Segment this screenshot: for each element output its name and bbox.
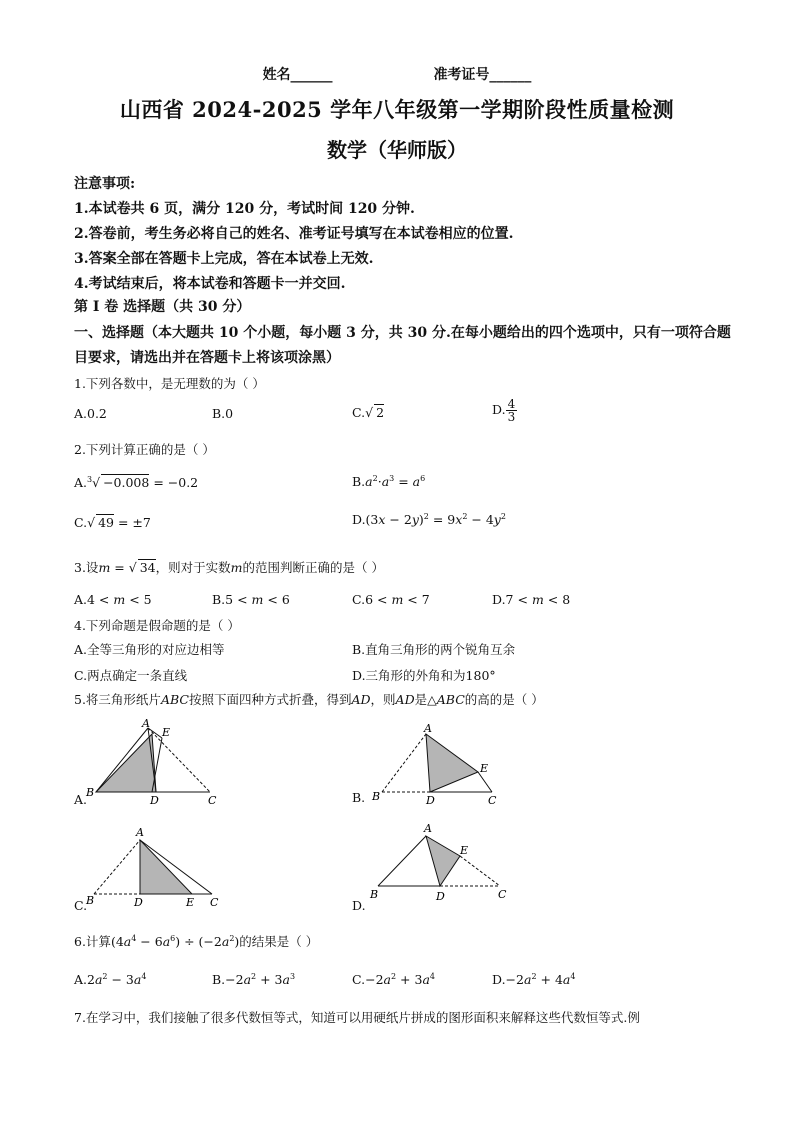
fold-shaded-region [140,840,192,894]
fraction-denominator: 3 [507,410,516,424]
side-ab-dashed [382,734,426,792]
fold-shaded-region [426,734,478,792]
q4-option-a: A.全等三角形的对应边相等 [74,642,225,657]
question-7-stem: 7.在学习中，我们接触了很多代数恒等式，知道可以用硬纸片拼成的图形面积来解释这些代数恒等式.例 [74,1010,640,1025]
q3-stem-post: ，则对于实数 [155,560,231,575]
header-fields [0,64,794,84]
notes-heading: 注意事项: [74,176,136,192]
label-e: E [460,844,469,857]
label-b: B [86,894,95,907]
q1-option-c-prefix: C. [352,405,366,420]
q3-option-c: C.6 < m < 7 [352,592,430,607]
figure-option-d [368,822,518,906]
notes-block [74,172,734,297]
label-c: C [488,794,497,806]
figure-option-c-label: C. [74,898,88,913]
q6-stem-end: 的结果是（ ） [239,934,319,949]
q3-option-d: D.7 < m < 8 [492,592,571,607]
label-c: C [208,794,217,804]
figure-option-a [80,718,240,804]
label-e: E [480,762,489,775]
q1-option-d [492,398,517,423]
q2-option-b: $B.a^2\cdot a^3 = a^6$ [352,474,426,490]
question-6-stem: 6.计算$(4a^4 - 6a^6) \div (-2a^2)$的结果是（ ） [74,933,319,949]
label-e: E [186,896,195,908]
q6-option-a: $A.2a^2 - 3a^4$ [74,972,147,988]
label-c: C [210,896,219,908]
exam-subtitle: 数学（华师版） [327,138,467,162]
q5-stem-mid: 按照下面四种方式折叠，得到 [188,692,352,707]
note-item: 2.答卷前，考生务必将自己的姓名、准考证号填写在本试卷相应的位置. [74,226,514,242]
q4-option-b: B.直角三角形的两个锐角互余 [352,642,516,657]
q5-stem-mid2: ，则 [370,692,396,707]
q1-option-c-radicand: 2 [376,405,385,420]
label-a: A [424,822,432,835]
label-d: D [426,794,435,806]
q2-option-d: $D.(3x - 2y)^2 = 9x^2 - 4y^2$ [352,512,506,528]
q5-stem-end: 的高的是（ ） [464,692,544,707]
label-d: D [436,890,445,903]
side-ec-dashed [460,856,500,886]
label-b: B [370,888,379,901]
q6-stem-pre: 6.计算 [74,934,111,949]
exam-title: 山西省 2024-2025 学年八年级第一学期阶段性质量检测 [119,97,675,122]
q1-option-d-prefix: D. [492,402,506,417]
q3-stem-end: 的范围判断正确的是（ ） [242,560,384,575]
figure-option-a-label: A. [74,792,88,807]
q1-option-b: B.0 [212,406,234,421]
question-4-stem: 4.下列命题是假命题的是（ ） [74,618,240,633]
question-5-stem: 5.将三角形纸片ABC按照下面四种方式折叠，得到AD，则AD是△ABC的高的是（ ） [74,692,544,707]
label-a: A [136,826,144,839]
label-d: D [150,794,159,804]
note-item: 3.答案全部在答题卡上完成，答在本试卷上无效. [74,251,374,267]
q3-option-b: B.5 < m < 6 [212,592,290,607]
q1-option-c: C.√ 2 [352,405,385,420]
label-e: E [162,726,171,739]
side-ab-dashed [94,840,140,894]
label-a: A [424,722,432,735]
q5-stem-mid3: 是 [414,692,428,707]
q2-option-c: C.√ 49 = ±7 [74,515,151,530]
question-1-stem: 1.下列各数中，是无理数的为（ ） [74,376,265,391]
fold-shaded-region [96,734,156,792]
q3-option-a: A.4 < m < 5 [74,592,152,607]
section-description: 一、选择题（本大题共 10 个小题，每小题 3 分，共 30 分.在每小题给出的四个选项中，只有一项符合题目要求，请选出并在答题卡上将该项涂黑） [74,325,731,366]
q4-option-c: C.两点确定一条直线 [74,668,188,683]
q2-option-a: A.$^3$√ −0.008 = −0.2 [74,474,199,490]
question-3-stem: 3.设m = √ 34，则对于实数m的范围判断正确的是（ ） [74,560,384,575]
q5-stem-pre: 5.将三角形纸片 [74,692,161,707]
figure-option-b-label: B. [352,790,366,805]
side-ac-dashed [148,728,210,792]
segment-ec [478,772,492,792]
q6-option-d: $D.-2a^2 + 4a^4$ [492,972,576,988]
q4-option-d: D.三角形的外角和为180° [352,668,496,683]
q6-option-b: $B.-2a^2 + 3a^3$ [212,972,296,988]
label-d: D [134,896,143,908]
fold-shaded-region [426,836,460,886]
question-2-stem: 2.下列计算正确的是（ ） [74,442,215,457]
label-b: B [86,786,95,799]
note-item: 4.考试结束后，将本试卷和答题卡一并交回. [74,276,346,292]
label-b: B [372,790,381,803]
label-c: C [498,888,507,901]
id-field-label: 准考证号______ [433,67,532,83]
q1-option-a: A.0.2 [74,406,107,421]
q6-option-c: $C.-2a^2 + 3a^4$ [352,972,435,988]
label-a: A [142,718,150,730]
section-title: 第 I 卷 选择题（共 30 分） [74,299,251,315]
name-field-label: 姓名______ [262,67,333,83]
figure-option-c [84,826,234,908]
q1-option-d-fraction [506,398,518,423]
side-ab [378,836,426,886]
figure-option-d-label: D. [352,898,366,913]
note-item: 1.本试卷共 6 页，满分 120 分，考试时间 120 分钟. [74,201,415,217]
figure-option-b [368,722,508,806]
q3-stem-pre: 3.设 [74,560,99,575]
fraction-numerator: 4 [507,397,516,411]
